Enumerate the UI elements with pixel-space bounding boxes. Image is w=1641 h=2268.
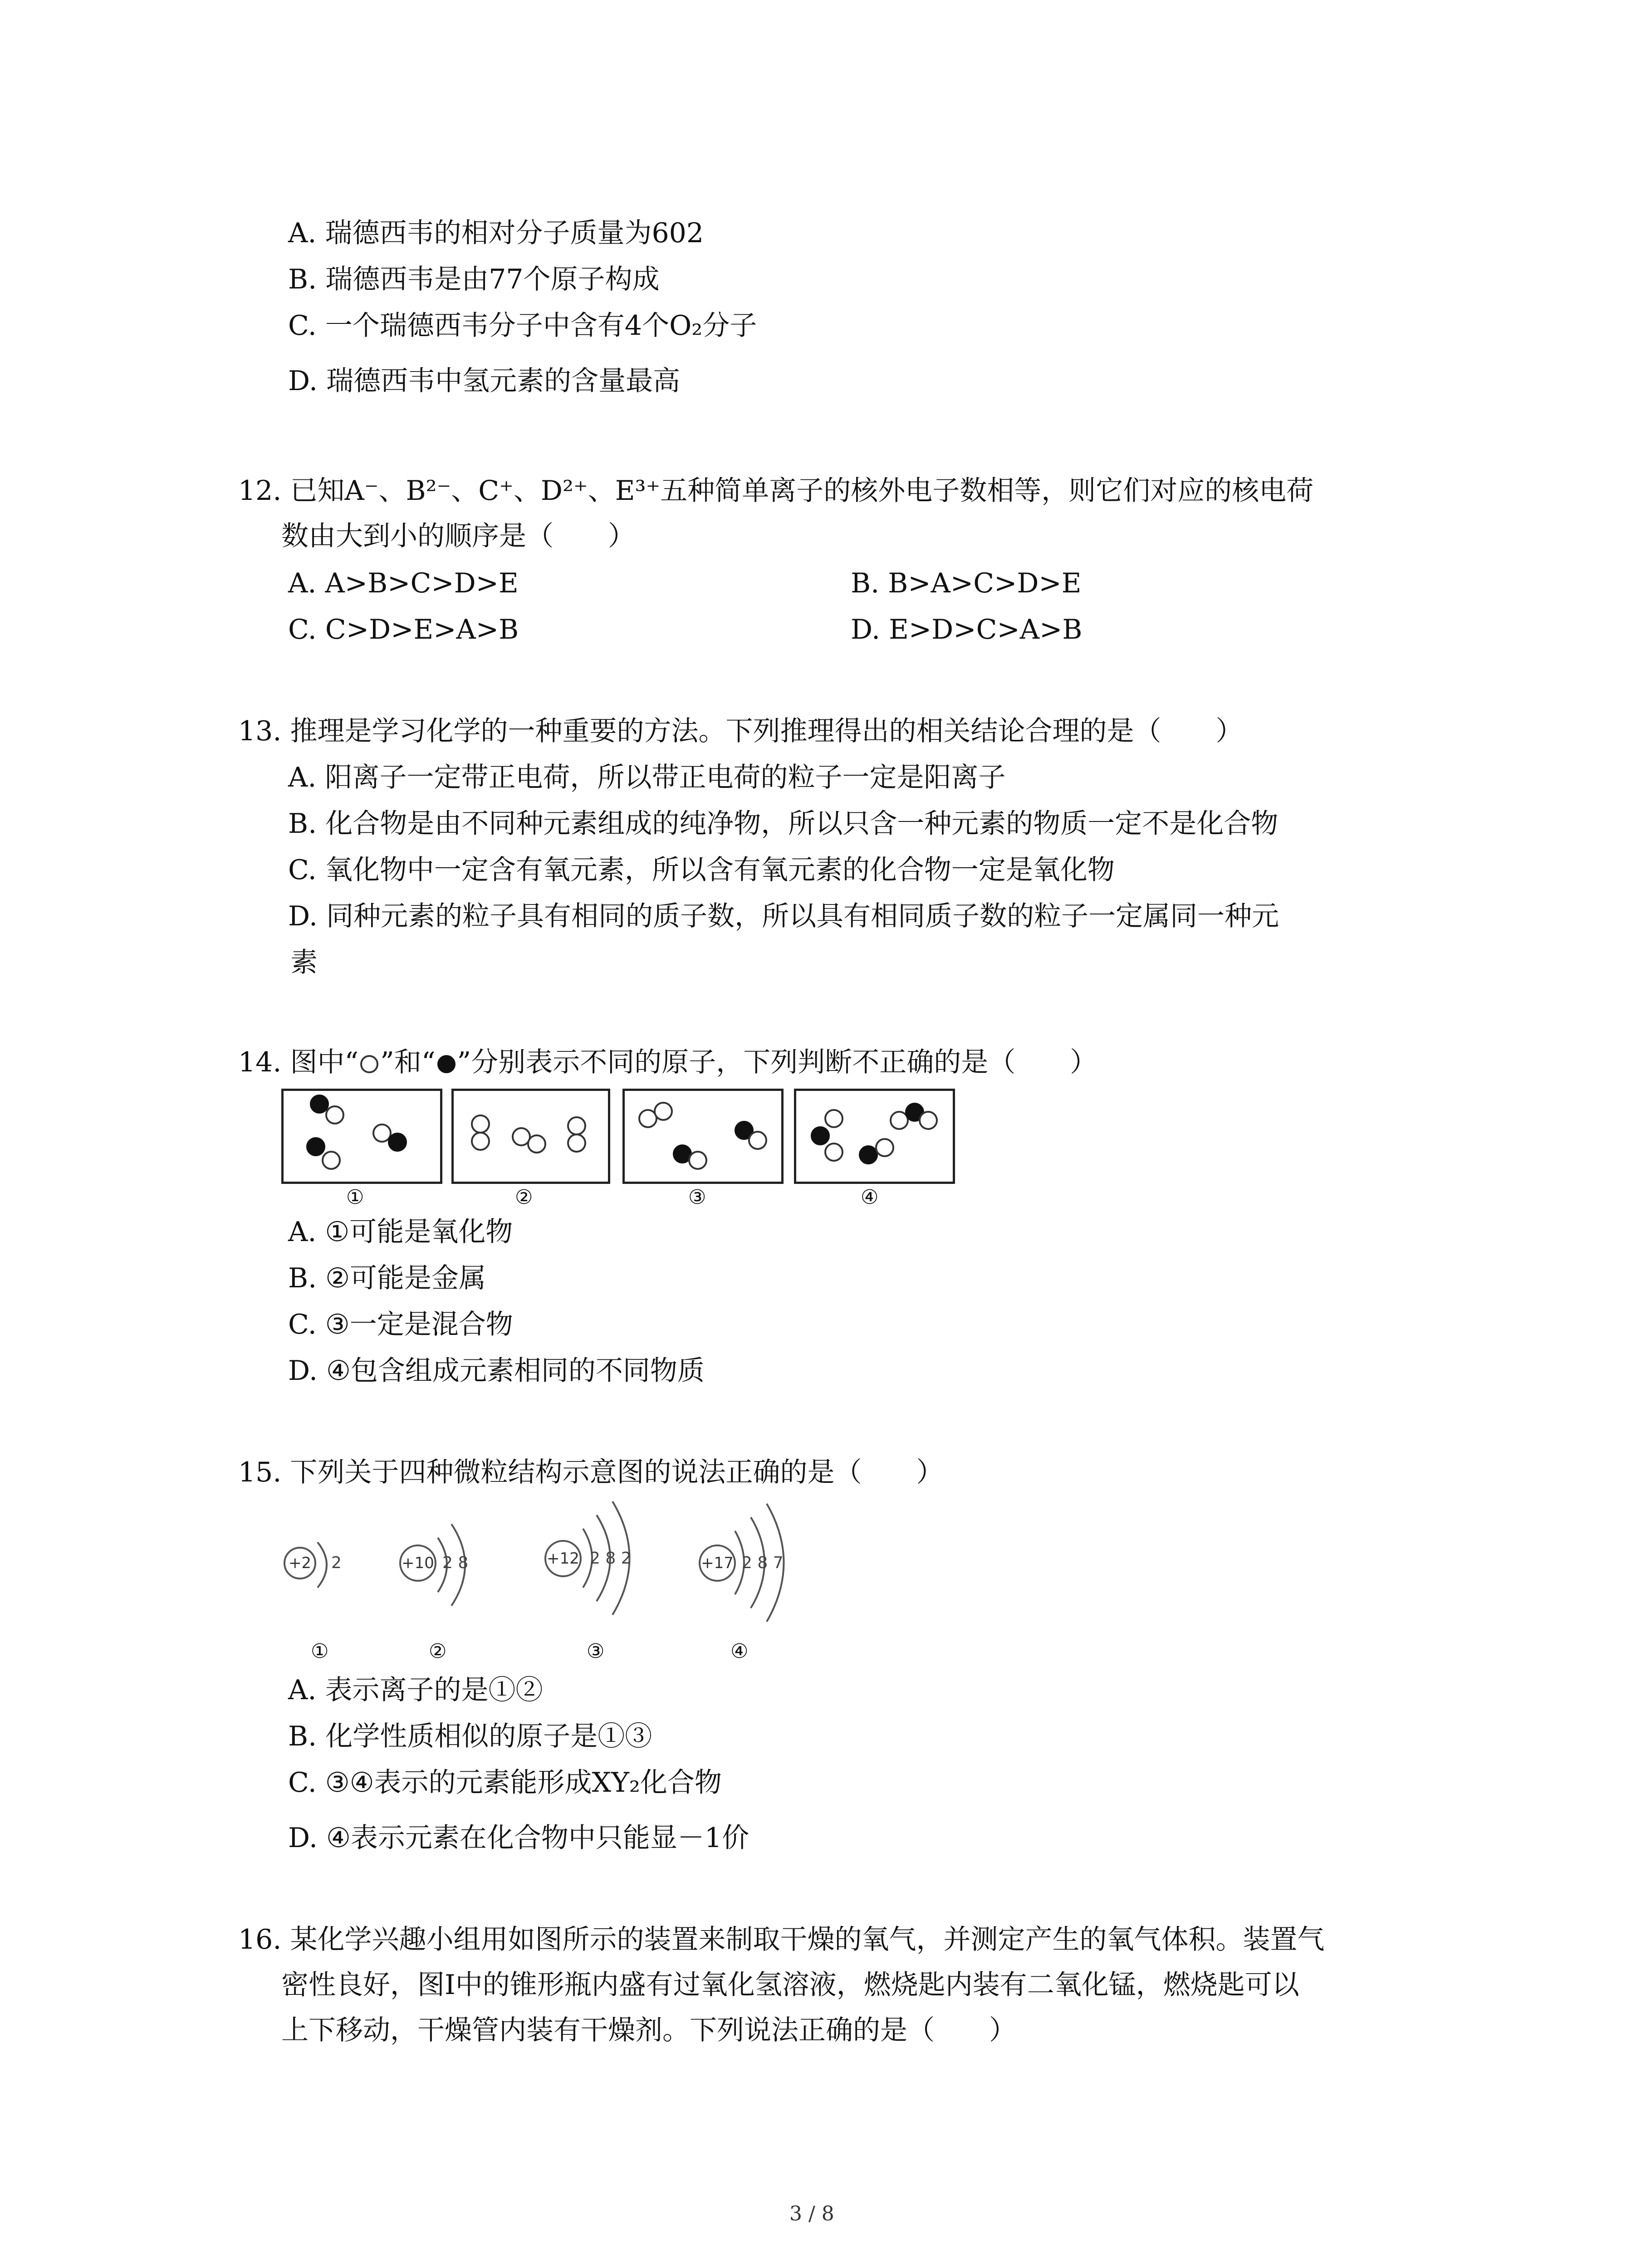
white-atom-icon <box>748 1131 767 1150</box>
particle-box-3 <box>622 1089 784 1184</box>
black-atom-icon <box>306 1137 325 1156</box>
q13-option-b: B. 化合物是由不同种元素组成的纯净物，所以只含一种元素的物质一定不是化合物 <box>288 808 1279 840</box>
white-atom-icon <box>688 1151 707 1170</box>
white-atom-icon <box>471 1114 490 1134</box>
white-atom-icon <box>567 1134 586 1153</box>
box-label-1: ① <box>346 1186 364 1209</box>
white-atom-icon <box>360 1055 378 1073</box>
white-atom-icon <box>875 1138 894 1157</box>
q15-option-a: A. 表示离子的是①② <box>288 1674 543 1706</box>
q13-option-a: A. 阳离子一定带正电荷，所以带正电荷的粒子一定是阳离子 <box>288 762 1006 793</box>
q14-stem-post: ”分别表示不同的原子，下列判断不正确的是（ ） <box>457 1046 1097 1078</box>
white-atom-icon <box>325 1105 344 1124</box>
particle-box-4 <box>794 1089 955 1184</box>
particle-label-3: ③ <box>587 1640 605 1663</box>
nucleus-2: +10 <box>399 1545 436 1582</box>
shell-arcs-1 <box>309 1533 349 1597</box>
shell-numbers-4: 2 8 7 <box>742 1554 784 1572</box>
nucleus-3: +12 <box>544 1540 582 1577</box>
shell-numbers-3: 2 8 2 <box>590 1549 632 1568</box>
q15-stem: 15. 下列关于四种微粒结构示意图的说法正确的是（ ） <box>238 1457 944 1488</box>
q15-option-c: C. ③④表示的元素能形成XY₂化合物 <box>288 1767 722 1799</box>
white-atom-icon <box>824 1109 843 1128</box>
q11-option-a: A. 瑞德西韦的相对分子质量为602 <box>288 217 704 249</box>
box-label-2: ② <box>515 1186 533 1209</box>
q14-stem <box>238 1046 1097 1079</box>
white-atom-icon <box>471 1132 490 1151</box>
q11-option-d: D. 瑞德西韦中氢元素的含量最高 <box>288 365 681 397</box>
q16-stem-line1: 16. 某化学兴趣小组用如图所示的装置来制取干燥的氧气，并测定产生的氧气体积。装置气 <box>238 1924 1325 1955</box>
q14-stem-mid: ”和“ <box>380 1046 436 1078</box>
q15-option-d: D. ④表示元素在化合物中只能显－1价 <box>288 1822 749 1854</box>
white-atom-icon <box>567 1116 586 1135</box>
particle-box-1 <box>281 1089 442 1184</box>
q12-stem-line2: 数由大到小的顺序是（ ） <box>281 520 635 552</box>
q12-option-a: A. A>B>C>D>E <box>288 567 519 599</box>
q13-option-d-line1: D. 同种元素的粒子具有相同的质子数，所以具有相同质子数的粒子一定属同一种元 <box>288 900 1279 932</box>
q13-option-c: C. 氧化物中一定含有氧元素，所以含有氧元素的化合物一定是氧化物 <box>288 854 1115 886</box>
q11-option-c: C. 一个瑞德西韦分子中含有4个O₂分子 <box>288 310 757 342</box>
q16-stem-line3: 上下移动，干燥管内装有干燥剂。下列说法正确的是（ ） <box>281 2014 1016 2046</box>
q14-option-d: D. ④包含组成元素相同的不同物质 <box>288 1355 705 1387</box>
q15-option-b: B. 化学性质相似的原子是①③ <box>288 1721 652 1752</box>
shell-numbers-2: 2 8 <box>442 1554 469 1572</box>
nucleus-1: +2 <box>284 1547 316 1579</box>
q14-stem-pre: 14. 图中“ <box>238 1046 359 1078</box>
box-label-4: ④ <box>861 1186 879 1209</box>
q12-option-b: B. B>A>C>D>E <box>851 567 1082 599</box>
q14-option-a: A. ①可能是氧化物 <box>288 1216 513 1248</box>
q13-option-d-line2: 素 <box>290 947 318 978</box>
particle-box-2 <box>451 1089 610 1184</box>
page-number: 3 / 8 <box>789 2202 834 2225</box>
particle-label-4: ④ <box>730 1640 749 1663</box>
black-atom-icon <box>811 1126 830 1145</box>
particle-label-1: ① <box>311 1640 329 1663</box>
particle-label-2: ② <box>429 1640 447 1663</box>
nucleus-4: +17 <box>699 1545 736 1582</box>
white-atom-icon <box>824 1143 843 1162</box>
q14-option-c: C. ③一定是混合物 <box>288 1309 513 1340</box>
q14-option-b: B. ②可能是金属 <box>288 1262 486 1294</box>
black-atom-icon <box>437 1055 456 1073</box>
white-atom-icon <box>919 1111 938 1130</box>
box-label-3: ③ <box>688 1186 706 1209</box>
black-atom-icon <box>388 1133 407 1152</box>
q16-stem-line2: 密性良好，图Ⅰ中的锥形瓶内盛有过氧化氢溶液，燃烧匙内装有二氧化锰，燃烧匙可以 <box>281 1969 1299 2001</box>
shell-numbers-1: 2 <box>331 1554 342 1572</box>
white-atom-icon <box>322 1151 341 1170</box>
white-atom-icon <box>654 1102 673 1121</box>
q12-option-c: C. C>D>E>A>B <box>288 614 519 645</box>
q12-stem-line1: 12. 已知A⁻、B²⁻、C⁺、D²⁺、E³⁺五种简单离子的核外电子数相等，则它们对应的核电荷 <box>238 475 1314 507</box>
white-atom-icon <box>527 1134 546 1154</box>
q11-option-b: B. 瑞德西韦是由77个原子构成 <box>288 264 660 295</box>
q13-stem: 13. 推理是学习化学的一种重要的方法。下列推理得出的相关结论合理的是（ ） <box>238 715 1243 747</box>
q12-option-d: D. E>D>C>A>B <box>851 614 1083 645</box>
